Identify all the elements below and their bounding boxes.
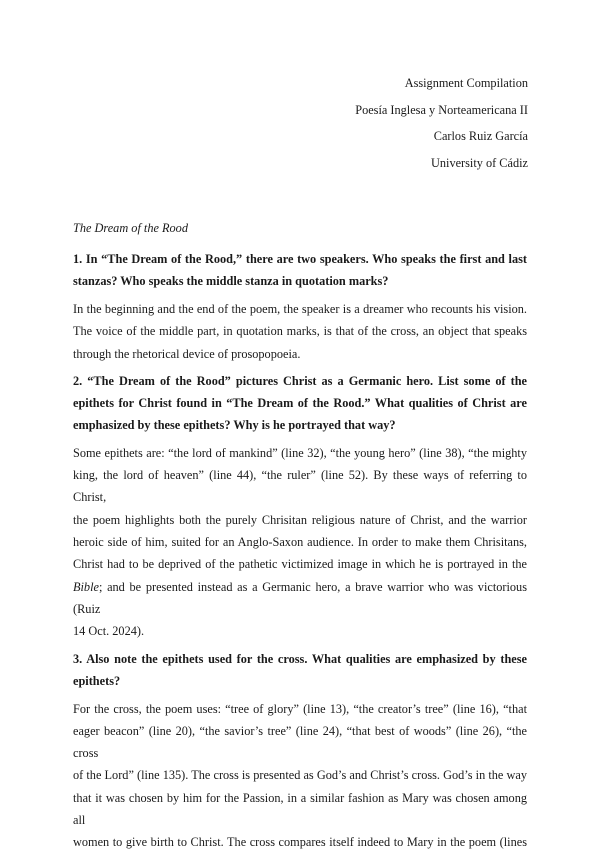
answer-line: The voice of the middle part, in quotation marks, is that of the cross, an object that speaks: [73, 324, 527, 339]
answer-line: 14 Oct. 2024).: [73, 624, 145, 639]
answer-line: Some epithets are: “the lord of mankind” (line 32), “the young hero” (line 38), “the mighty: [73, 445, 527, 460]
answer-line: king, the lord of heaven” (line 44), “the ruler” (line 52). By these ways of referring to Christ,: [73, 468, 527, 505]
question-line: emphasized by these epithets? Why is he portrayed that way?: [73, 417, 396, 432]
italic-title: Bible: [73, 579, 99, 594]
document-body: [73, 219, 527, 858]
header-assignment-title: Assignment Compilation: [404, 76, 528, 90]
question-line: epithets?: [73, 673, 121, 688]
header-author-name: Carlos Ruiz García: [433, 129, 528, 143]
section-subtitle: The Dream of the Rood: [73, 221, 188, 235]
answer-1: [73, 298, 527, 365]
answer-3: [73, 698, 527, 854]
header-institution: University of Cádiz: [431, 155, 528, 170]
answer-2: [73, 442, 527, 643]
assignment-header: [355, 70, 528, 176]
question-1: [73, 248, 527, 292]
header-course-name: Poesía Inglesa y Norteamericana II: [355, 102, 528, 117]
question-2: [73, 370, 527, 436]
answer-line: women to give birth to Christ. The cross compares itself indeed to Mary in the poem (lines: [73, 835, 527, 850]
answer-line: heroic side of him, suited for an Anglo-Saxon audience. In order to make them Chrisitans,: [73, 535, 527, 550]
question-line: stanzas? Who speaks the middle stanza in quotation marks?: [73, 274, 389, 288]
answer-line: eager beacon” (line 20), “the savior’s tree” (line 24), “that best of woods” (line 26), “the cross: [73, 723, 527, 761]
question-3: [73, 648, 527, 692]
question-line: 3. Also note the epithets used for the cross. What qualities are emphasized by these: [73, 651, 527, 666]
answer-line: that it was chosen by him for the Passion, in a similar fashion as Mary was chosen among all: [73, 790, 527, 828]
answer-line: of the Lord” (line 135). The cross is presented as God’s and Christ’s cross. God’s in the way: [73, 768, 527, 783]
answer-line: For the cross, the poem uses: “tree of glory” (line 13), “the creator’s tree” (line 16), “that: [73, 701, 527, 716]
answer-line: In the beginning and the end of the poem, the speaker is a dreamer who recounts his vision.: [73, 302, 527, 316]
question-line: epithets for Christ found in “The Dream of the Rood.” What qualities of Christ are: [73, 395, 527, 410]
answer-line-with-italic: [73, 576, 527, 621]
question-line: 2. “The Dream of the Rood” pictures Christ as a Germanic hero. List some of the: [73, 373, 527, 388]
question-line: 1. In “The Dream of the Rood,” there are two speakers. Who speaks the first and last: [73, 252, 527, 266]
answer-line: Christ had to be deprived of the pathetic victimized image in which he is portrayed in the: [73, 557, 527, 572]
answer-line: through the rhetorical device of prosopopoeia.: [73, 346, 301, 361]
answer-line: the poem highlights both the purely Chrisitan religious nature of Christ, and the warrior: [73, 512, 527, 527]
answer-line-rest: ; and be presented instead as a Germanic hero, a brave warrior who was victorious (Ruiz: [73, 579, 527, 616]
